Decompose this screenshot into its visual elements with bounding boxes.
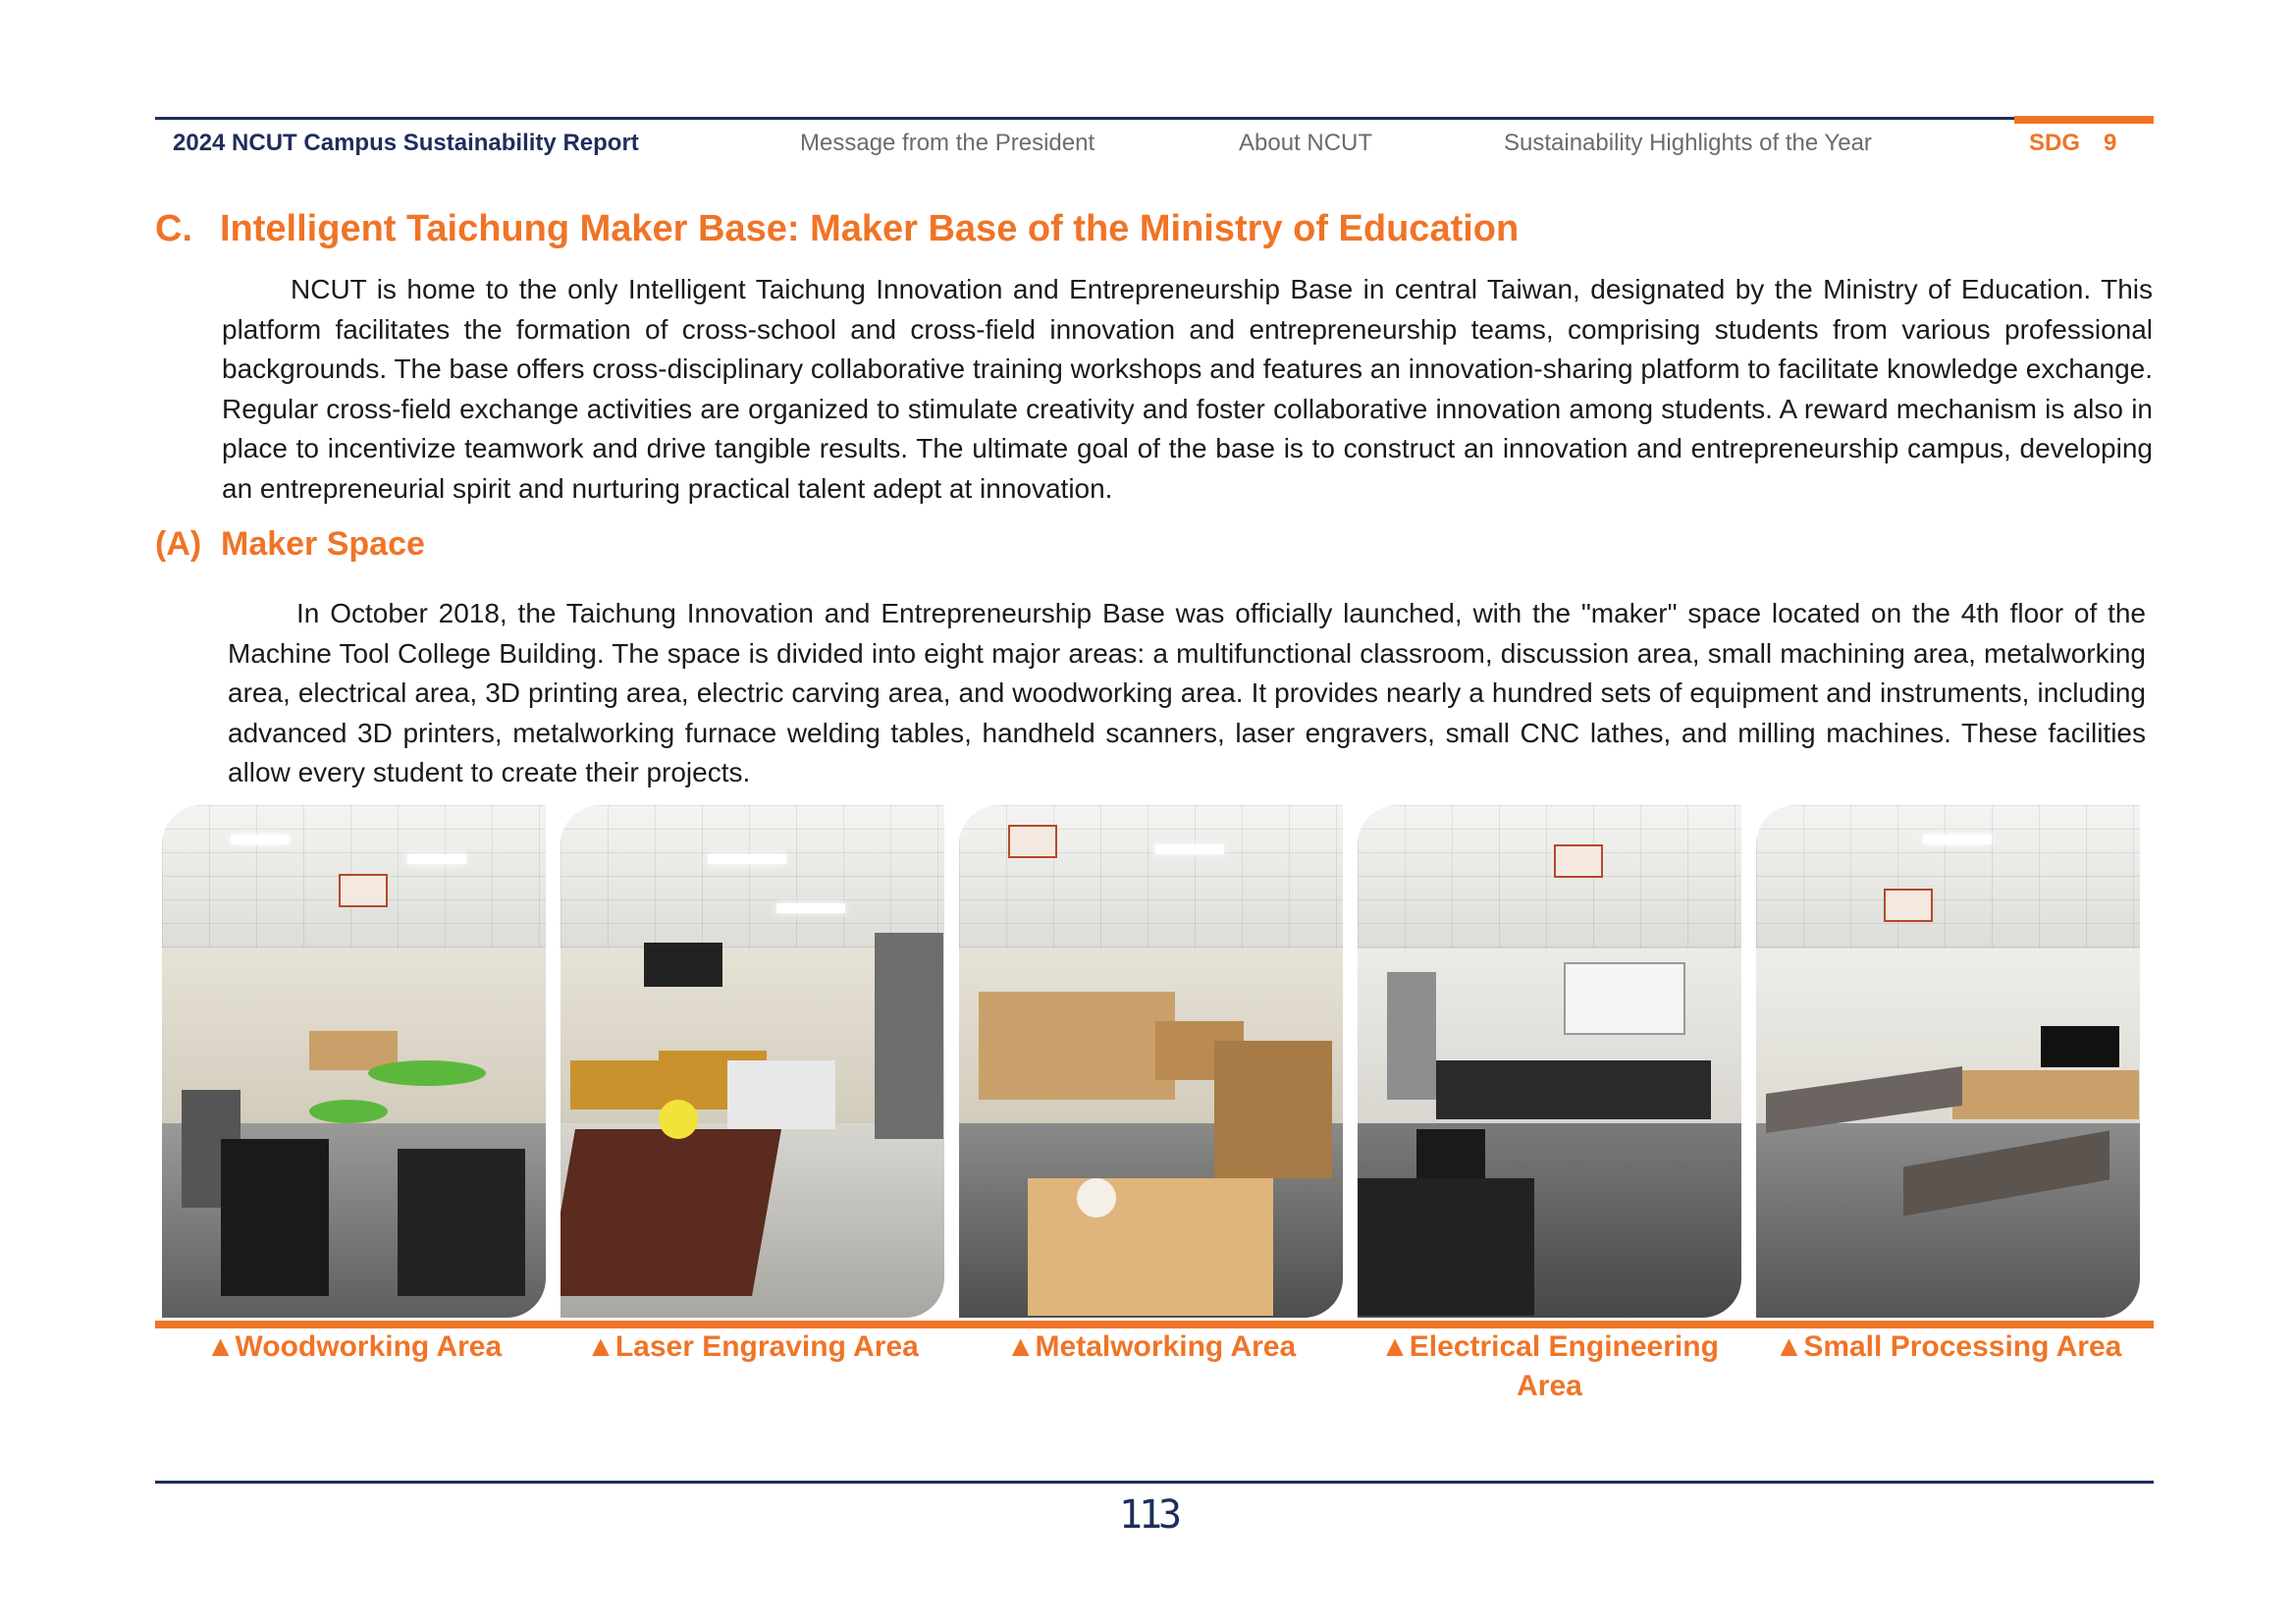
section-heading bbox=[155, 208, 1519, 250]
photo-small-processing-area bbox=[1756, 805, 2140, 1318]
subsection-title: Maker Space bbox=[221, 525, 425, 563]
photo-metalworking-area bbox=[959, 805, 1343, 1318]
nav-link-about[interactable]: About NCUT bbox=[1239, 130, 1373, 156]
section-title: Intelligent Taichung Maker Base: Maker Base of the Ministry of Education bbox=[220, 208, 1520, 249]
nav-link-highlights[interactable]: Sustainability Highlights of the Year bbox=[1504, 130, 1872, 156]
header-accent-bar bbox=[2014, 116, 2154, 124]
subsection-label: (A) bbox=[155, 525, 202, 563]
section-paragraph: NCUT is home to the only Intelligent Taichung Innovation and Entrepreneurship Base in central Taiwan, designated by the Ministry of Education. This platform facilitates the formation of cross-school and cross-field innovation and entrepreneurship teams, comprising students from various professional backgrounds. The base offers cross-disciplinary collaborative training workshops and features an innovation-sharing platform to facilitate knowledge exchange. Regular cross-field exchange activities are organized to stimulate creativity and foster collaborative innovation among students. A reward mechanism is also in place to incentivize teamwork and drive tangible results. The ultimate goal of the base is to construct an innovation and entrepreneurship campus, developing an entrepreneurial spirit and nurturing practical talent adept at innovation. bbox=[222, 274, 2153, 504]
sdg-label: SDG bbox=[2029, 130, 2081, 156]
caption-woodworking: ▲Woodworking Area bbox=[205, 1330, 503, 1363]
caption-electrical-engineering: ▲Electrical Engineering Area bbox=[1380, 1330, 1719, 1402]
nav-link-president-message[interactable]: Message from the President bbox=[800, 130, 1095, 156]
photo-woodworking-area bbox=[162, 805, 546, 1318]
caption-laser-engraving: ▲Laser Engraving Area bbox=[586, 1330, 919, 1363]
report-title: 2024 NCUT Campus Sustainability Report bbox=[173, 130, 639, 156]
section-label: C. bbox=[155, 208, 192, 249]
photo-electrical-engineering-area bbox=[1358, 805, 1741, 1318]
footer-rule bbox=[155, 1481, 2154, 1484]
subsection-paragraph: In October 2018, the Taichung Innovation and Entrepreneurship Base was officially launched, with the "maker" space located on the 4th floor of the Machine Tool College Building. The space is divided into eight major areas: a multifunctional classroom, discussion area, small machining area, metalworking area, electrical area, 3D printing area, electric carving area, and woodworking area. It provides nearly a hundred sets of equipment and instruments, including advanced 3D printers, metalworking furnace welding tables, handheld scanners, laser engravers, small CNC lathes, and milling machines. These facilities allow every student to create their projects. bbox=[228, 598, 2146, 787]
sdg-number: 9 bbox=[2104, 130, 2117, 156]
subsection-heading bbox=[155, 525, 425, 564]
caption-metalworking: ▲Metalworking Area bbox=[1005, 1330, 1297, 1363]
photo-laser-engraving-area bbox=[561, 805, 944, 1318]
page-number: 113 bbox=[1118, 1492, 1179, 1538]
caption-small-processing: ▲Small Processing Area bbox=[1774, 1330, 2122, 1363]
header-rule bbox=[155, 117, 2014, 120]
